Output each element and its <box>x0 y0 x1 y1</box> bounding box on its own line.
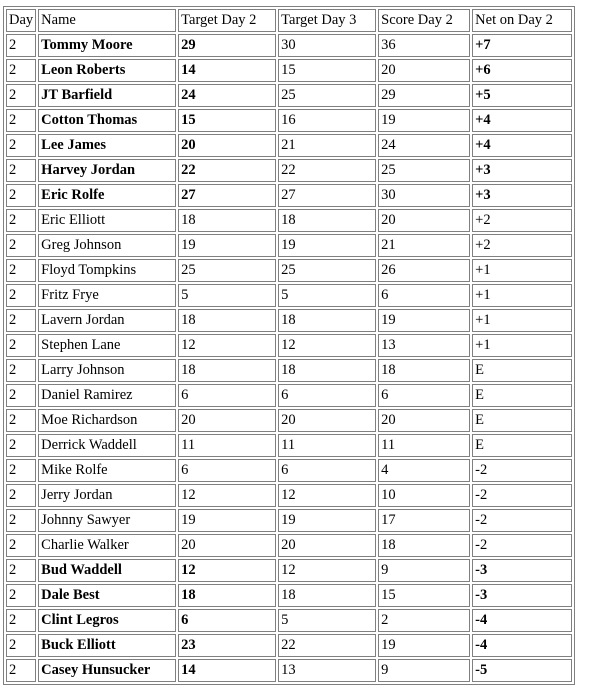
cell-target-day-3: 5 <box>278 609 376 632</box>
cell-target-day-2: 14 <box>178 59 276 82</box>
cell-score-day-2: 24 <box>378 134 470 157</box>
table-row <box>6 34 572 57</box>
cell-target-day-3: 20 <box>278 534 376 557</box>
cell-day: 2 <box>6 509 36 532</box>
table-row <box>6 359 572 382</box>
cell-day: 2 <box>6 659 36 682</box>
cell-net-day-2: -3 <box>472 584 572 607</box>
cell-score-day-2: 18 <box>378 359 470 382</box>
cell-day: 2 <box>6 409 36 432</box>
cell-name: Greg Johnson <box>38 234 176 257</box>
cell-net-day-2: +2 <box>472 209 572 232</box>
cell-day: 2 <box>6 184 36 207</box>
cell-net-day-2: -2 <box>472 534 572 557</box>
cell-target-day-3: 12 <box>278 484 376 507</box>
cell-target-day-2: 14 <box>178 659 276 682</box>
cell-net-day-2: E <box>472 359 572 382</box>
table-row <box>6 184 572 207</box>
cell-target-day-2: 18 <box>178 209 276 232</box>
cell-day: 2 <box>6 609 36 632</box>
table-row <box>6 534 572 557</box>
cell-day: 2 <box>6 459 36 482</box>
cell-day: 2 <box>6 234 36 257</box>
header-day: Day <box>6 9 36 32</box>
cell-name: Jerry Jordan <box>38 484 176 507</box>
cell-day: 2 <box>6 584 36 607</box>
cell-net-day-2: -4 <box>472 609 572 632</box>
table-row <box>6 659 572 682</box>
cell-score-day-2: 18 <box>378 534 470 557</box>
table-row <box>6 84 572 107</box>
cell-target-day-2: 11 <box>178 434 276 457</box>
table-row <box>6 634 572 657</box>
cell-score-day-2: 25 <box>378 159 470 182</box>
cell-name: Larry Johnson <box>38 359 176 382</box>
table-header <box>6 9 572 32</box>
table-row <box>6 409 572 432</box>
cell-score-day-2: 11 <box>378 434 470 457</box>
cell-day: 2 <box>6 159 36 182</box>
cell-target-day-2: 22 <box>178 159 276 182</box>
cell-target-day-3: 19 <box>278 234 376 257</box>
cell-name: Derrick Waddell <box>38 434 176 457</box>
table-row <box>6 609 572 632</box>
cell-target-day-2: 20 <box>178 134 276 157</box>
results-table <box>3 6 575 685</box>
table-row <box>6 309 572 332</box>
cell-target-day-2: 18 <box>178 309 276 332</box>
cell-net-day-2: +1 <box>472 309 572 332</box>
cell-target-day-3: 25 <box>278 259 376 282</box>
cell-target-day-2: 6 <box>178 609 276 632</box>
cell-name: Dale Best <box>38 584 176 607</box>
cell-net-day-2: E <box>472 434 572 457</box>
header-target-day-3: Target Day 3 <box>278 9 376 32</box>
cell-day: 2 <box>6 134 36 157</box>
cell-day: 2 <box>6 534 36 557</box>
cell-score-day-2: 6 <box>378 284 470 307</box>
header-target-day-2: Target Day 2 <box>178 9 276 32</box>
cell-target-day-3: 6 <box>278 459 376 482</box>
cell-target-day-3: 22 <box>278 159 376 182</box>
cell-target-day-3: 27 <box>278 184 376 207</box>
cell-target-day-2: 19 <box>178 509 276 532</box>
cell-score-day-2: 17 <box>378 509 470 532</box>
cell-day: 2 <box>6 59 36 82</box>
cell-name: Daniel Ramirez <box>38 384 176 407</box>
cell-day: 2 <box>6 109 36 132</box>
cell-net-day-2: -2 <box>472 459 572 482</box>
header-net-day-2: Net on Day 2 <box>472 9 572 32</box>
table-row <box>6 259 572 282</box>
cell-target-day-2: 29 <box>178 34 276 57</box>
table-row <box>6 384 572 407</box>
cell-score-day-2: 4 <box>378 459 470 482</box>
cell-name: Leon Roberts <box>38 59 176 82</box>
cell-name: Lavern Jordan <box>38 309 176 332</box>
table-row <box>6 484 572 507</box>
header-name: Name <box>38 9 176 32</box>
header-row <box>6 9 572 32</box>
cell-target-day-2: 19 <box>178 234 276 257</box>
cell-name: Tommy Moore <box>38 34 176 57</box>
cell-name: Johnny Sawyer <box>38 509 176 532</box>
cell-target-day-2: 6 <box>178 459 276 482</box>
cell-net-day-2: E <box>472 409 572 432</box>
cell-score-day-2: 30 <box>378 184 470 207</box>
cell-name: Mike Rolfe <box>38 459 176 482</box>
table-body <box>6 34 572 682</box>
cell-target-day-3: 12 <box>278 334 376 357</box>
cell-net-day-2: +5 <box>472 84 572 107</box>
table-row <box>6 509 572 532</box>
cell-score-day-2: 13 <box>378 334 470 357</box>
cell-net-day-2: E <box>472 384 572 407</box>
cell-target-day-2: 15 <box>178 109 276 132</box>
cell-name: JT Barfield <box>38 84 176 107</box>
cell-score-day-2: 9 <box>378 559 470 582</box>
cell-name: Casey Hunsucker <box>38 659 176 682</box>
cell-net-day-2: +2 <box>472 234 572 257</box>
cell-name: Floyd Tompkins <box>38 259 176 282</box>
cell-target-day-3: 11 <box>278 434 376 457</box>
cell-name: Moe Richardson <box>38 409 176 432</box>
cell-target-day-2: 18 <box>178 584 276 607</box>
table-row <box>6 234 572 257</box>
cell-day: 2 <box>6 434 36 457</box>
cell-target-day-2: 20 <box>178 409 276 432</box>
cell-score-day-2: 21 <box>378 234 470 257</box>
table-row <box>6 134 572 157</box>
table-row <box>6 434 572 457</box>
cell-score-day-2: 36 <box>378 34 470 57</box>
cell-score-day-2: 20 <box>378 59 470 82</box>
cell-name: Eric Rolfe <box>38 184 176 207</box>
cell-net-day-2: +1 <box>472 284 572 307</box>
cell-score-day-2: 6 <box>378 384 470 407</box>
cell-score-day-2: 19 <box>378 109 470 132</box>
cell-name: Bud Waddell <box>38 559 176 582</box>
cell-day: 2 <box>6 359 36 382</box>
cell-name: Clint Legros <box>38 609 176 632</box>
table-row <box>6 109 572 132</box>
table-row <box>6 159 572 182</box>
cell-score-day-2: 2 <box>378 609 470 632</box>
cell-target-day-2: 12 <box>178 559 276 582</box>
cell-net-day-2: -3 <box>472 559 572 582</box>
cell-target-day-2: 27 <box>178 184 276 207</box>
cell-score-day-2: 10 <box>378 484 470 507</box>
cell-score-day-2: 20 <box>378 409 470 432</box>
cell-score-day-2: 19 <box>378 309 470 332</box>
cell-score-day-2: 19 <box>378 634 470 657</box>
cell-name: Charlie Walker <box>38 534 176 557</box>
cell-score-day-2: 15 <box>378 584 470 607</box>
cell-net-day-2: -4 <box>472 634 572 657</box>
cell-target-day-3: 12 <box>278 559 376 582</box>
cell-target-day-2: 6 <box>178 384 276 407</box>
cell-target-day-3: 21 <box>278 134 376 157</box>
cell-target-day-3: 5 <box>278 284 376 307</box>
table-row <box>6 209 572 232</box>
cell-target-day-3: 19 <box>278 509 376 532</box>
cell-name: Eric Elliott <box>38 209 176 232</box>
cell-net-day-2: +7 <box>472 34 572 57</box>
cell-target-day-2: 25 <box>178 259 276 282</box>
cell-net-day-2: -2 <box>472 509 572 532</box>
cell-score-day-2: 9 <box>378 659 470 682</box>
cell-name: Lee James <box>38 134 176 157</box>
cell-day: 2 <box>6 284 36 307</box>
table-row <box>6 334 572 357</box>
cell-day: 2 <box>6 209 36 232</box>
cell-day: 2 <box>6 259 36 282</box>
cell-score-day-2: 29 <box>378 84 470 107</box>
table-row <box>6 59 572 82</box>
cell-net-day-2: +3 <box>472 159 572 182</box>
cell-target-day-3: 18 <box>278 584 376 607</box>
cell-target-day-2: 12 <box>178 484 276 507</box>
cell-target-day-2: 18 <box>178 359 276 382</box>
cell-target-day-3: 22 <box>278 634 376 657</box>
cell-name: Buck Elliott <box>38 634 176 657</box>
table-row <box>6 584 572 607</box>
cell-net-day-2: -5 <box>472 659 572 682</box>
cell-score-day-2: 26 <box>378 259 470 282</box>
table-row <box>6 459 572 482</box>
cell-net-day-2: +4 <box>472 109 572 132</box>
cell-name: Harvey Jordan <box>38 159 176 182</box>
cell-target-day-3: 25 <box>278 84 376 107</box>
cell-net-day-2: +4 <box>472 134 572 157</box>
cell-net-day-2: +3 <box>472 184 572 207</box>
cell-name: Cotton Thomas <box>38 109 176 132</box>
cell-name: Stephen Lane <box>38 334 176 357</box>
cell-target-day-3: 18 <box>278 309 376 332</box>
table-row <box>6 284 572 307</box>
cell-net-day-2: +1 <box>472 334 572 357</box>
cell-day: 2 <box>6 84 36 107</box>
cell-target-day-3: 18 <box>278 359 376 382</box>
cell-net-day-2: -2 <box>472 484 572 507</box>
cell-target-day-3: 15 <box>278 59 376 82</box>
cell-day: 2 <box>6 334 36 357</box>
cell-day: 2 <box>6 384 36 407</box>
cell-target-day-2: 12 <box>178 334 276 357</box>
cell-day: 2 <box>6 559 36 582</box>
cell-score-day-2: 20 <box>378 209 470 232</box>
header-score-day-2: Score Day 2 <box>378 9 470 32</box>
cell-target-day-2: 20 <box>178 534 276 557</box>
cell-target-day-2: 5 <box>178 284 276 307</box>
cell-target-day-3: 30 <box>278 34 376 57</box>
cell-target-day-3: 13 <box>278 659 376 682</box>
cell-target-day-3: 16 <box>278 109 376 132</box>
cell-net-day-2: +1 <box>472 259 572 282</box>
cell-target-day-3: 18 <box>278 209 376 232</box>
cell-day: 2 <box>6 34 36 57</box>
cell-target-day-2: 23 <box>178 634 276 657</box>
cell-name: Fritz Frye <box>38 284 176 307</box>
cell-net-day-2: +6 <box>472 59 572 82</box>
cell-day: 2 <box>6 484 36 507</box>
cell-target-day-3: 20 <box>278 409 376 432</box>
table-row <box>6 559 572 582</box>
cell-target-day-3: 6 <box>278 384 376 407</box>
cell-day: 2 <box>6 634 36 657</box>
cell-target-day-2: 24 <box>178 84 276 107</box>
cell-day: 2 <box>6 309 36 332</box>
